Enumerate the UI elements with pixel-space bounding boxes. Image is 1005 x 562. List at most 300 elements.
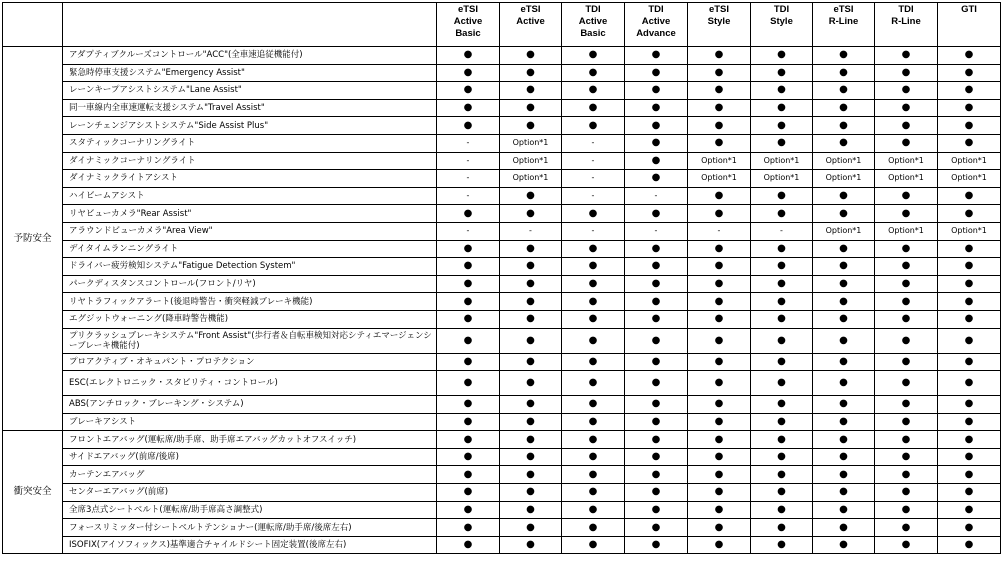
value-cell: ● [688, 413, 751, 431]
feature-cell: リヤトラフィックアラート(後退時警告・衝突軽減ブレーキ機能) [63, 293, 437, 311]
feature-cell: フォースリミッター付シートベルトテンショナー(運転席/助手席/後席左右) [63, 519, 437, 537]
value-cell: ● [813, 519, 875, 537]
value-cell: ● [751, 47, 813, 65]
value-cell: ● [688, 328, 751, 353]
value-cell: ● [813, 466, 875, 484]
value-cell: ● [500, 466, 562, 484]
value-cell: ● [562, 448, 625, 466]
value-cell: ● [813, 134, 875, 152]
value-cell: ● [938, 501, 1001, 519]
value-cell: ● [751, 293, 813, 311]
value-cell: ● [938, 371, 1001, 396]
table-row [3, 47, 1001, 65]
value-cell: - [562, 152, 625, 170]
value-cell: ● [751, 466, 813, 484]
value-cell: ● [625, 519, 688, 537]
value-cell: ● [688, 396, 751, 414]
value-cell: ● [751, 240, 813, 258]
value-cell: ● [562, 371, 625, 396]
value-cell: ● [562, 310, 625, 328]
table-row [3, 258, 1001, 276]
value-cell: ● [437, 240, 500, 258]
table-row [3, 187, 1001, 205]
value-cell: ● [938, 328, 1001, 353]
value-cell: ● [625, 275, 688, 293]
value-cell: ● [562, 466, 625, 484]
value-cell: ● [562, 64, 625, 82]
value-cell: ● [625, 64, 688, 82]
feature-cell: アラウンドビューカメラ"Area View" [63, 222, 437, 240]
table-row [3, 519, 1001, 537]
table-row [3, 170, 1001, 188]
value-cell: ● [751, 448, 813, 466]
value-cell: - [625, 222, 688, 240]
value-cell: ● [562, 501, 625, 519]
table-row [3, 99, 1001, 117]
category-cell: 衝突安全 [3, 431, 63, 554]
value-cell: ● [938, 240, 1001, 258]
value-cell: ● [813, 47, 875, 65]
value-cell: ● [813, 82, 875, 100]
value-cell: - [751, 222, 813, 240]
table-row [3, 134, 1001, 152]
feature-cell: ダイナミックコーナリングライト [63, 152, 437, 170]
value-cell: ● [938, 134, 1001, 152]
header-row [3, 3, 1001, 47]
table-row [3, 240, 1001, 258]
value-cell: ● [500, 448, 562, 466]
value-cell: ● [625, 448, 688, 466]
value-cell: ● [875, 275, 938, 293]
value-cell: ● [625, 152, 688, 170]
value-cell: ● [625, 328, 688, 353]
value-cell: ● [875, 47, 938, 65]
value-cell: ● [813, 187, 875, 205]
value-cell: ● [437, 310, 500, 328]
value-cell: ● [562, 293, 625, 311]
value-cell: ● [938, 448, 1001, 466]
value-cell: ● [688, 134, 751, 152]
value-cell: ● [688, 99, 751, 117]
value-cell: ● [625, 99, 688, 117]
value-cell: ● [688, 371, 751, 396]
value-cell: - [500, 222, 562, 240]
value-cell: ● [875, 519, 938, 537]
value-cell: ● [625, 134, 688, 152]
value-cell: ● [688, 431, 751, 449]
value-cell: Option*1 [751, 170, 813, 188]
value-cell: ● [688, 240, 751, 258]
value-cell: ● [813, 371, 875, 396]
value-cell: ● [437, 413, 500, 431]
feature-cell: 同一車線内全車速運転支援システム"Travel Assist" [63, 99, 437, 117]
value-cell: ● [938, 484, 1001, 502]
value-cell: ● [813, 328, 875, 353]
value-cell: ● [751, 134, 813, 152]
value-cell: ● [813, 501, 875, 519]
value-cell: ● [813, 353, 875, 371]
value-cell: ● [625, 431, 688, 449]
value-cell: ● [875, 448, 938, 466]
value-cell: ● [625, 258, 688, 276]
value-cell: ● [437, 258, 500, 276]
value-cell: ● [875, 536, 938, 554]
value-cell: ● [500, 371, 562, 396]
table-row [3, 82, 1001, 100]
value-cell: ● [875, 240, 938, 258]
value-cell: ● [751, 187, 813, 205]
table-row [3, 484, 1001, 502]
column-header: TDI Active Basic [562, 3, 625, 47]
value-cell: Option*1 [500, 170, 562, 188]
value-cell: Option*1 [688, 170, 751, 188]
value-cell: - [437, 187, 500, 205]
value-cell: ● [751, 484, 813, 502]
value-cell: ● [625, 117, 688, 135]
header-blank-category [3, 3, 63, 47]
value-cell: ● [562, 205, 625, 223]
value-cell: Option*1 [875, 170, 938, 188]
value-cell: ● [813, 484, 875, 502]
value-cell: ● [688, 47, 751, 65]
value-cell: ● [875, 501, 938, 519]
value-cell: ● [500, 293, 562, 311]
value-cell: Option*1 [813, 170, 875, 188]
value-cell: ● [751, 258, 813, 276]
value-cell: Option*1 [938, 222, 1001, 240]
value-cell: ● [875, 328, 938, 353]
value-cell: ● [437, 371, 500, 396]
value-cell: ● [813, 64, 875, 82]
value-cell: ● [875, 134, 938, 152]
feature-cell: レーンチェンジアシストシステム"Side Assist Plus" [63, 117, 437, 135]
feature-cell: ESC(エレクトロニック・スタビリティ・コントロール) [63, 371, 437, 396]
value-cell: ● [625, 240, 688, 258]
value-cell: - [437, 152, 500, 170]
value-cell: ● [625, 293, 688, 311]
value-cell: ● [625, 47, 688, 65]
value-cell: ● [688, 484, 751, 502]
value-cell: ● [500, 519, 562, 537]
value-cell: ● [437, 64, 500, 82]
value-cell: ● [813, 205, 875, 223]
table-row [3, 396, 1001, 414]
value-cell: ● [625, 170, 688, 188]
table-row [3, 293, 1001, 311]
table-row [3, 222, 1001, 240]
value-cell: ● [813, 99, 875, 117]
value-cell: ● [813, 240, 875, 258]
value-cell: ● [938, 310, 1001, 328]
value-cell: ● [625, 536, 688, 554]
value-cell: ● [688, 293, 751, 311]
value-cell: ● [437, 466, 500, 484]
value-cell: ● [562, 353, 625, 371]
feature-cell: プロアクティブ・オキュパント・プロテクション [63, 353, 437, 371]
value-cell: ● [625, 396, 688, 414]
value-cell: ● [875, 258, 938, 276]
value-cell: ● [688, 536, 751, 554]
value-cell: ● [813, 293, 875, 311]
feature-cell: ブレーキアシスト [63, 413, 437, 431]
value-cell: ● [875, 117, 938, 135]
value-cell: ● [938, 293, 1001, 311]
value-cell: ● [938, 413, 1001, 431]
value-cell: ● [875, 82, 938, 100]
value-cell: ● [813, 310, 875, 328]
value-cell: ● [625, 466, 688, 484]
value-cell: ● [938, 519, 1001, 537]
feature-cell: パークディスタンスコントロール(フロント/リヤ) [63, 275, 437, 293]
table-row [3, 371, 1001, 396]
value-cell: ● [500, 99, 562, 117]
value-cell: ● [500, 82, 562, 100]
table-row [3, 152, 1001, 170]
value-cell: ● [938, 47, 1001, 65]
value-cell: ● [688, 187, 751, 205]
column-header: eTSI Active [500, 3, 562, 47]
value-cell: ● [751, 413, 813, 431]
value-cell: ● [751, 117, 813, 135]
value-cell: - [625, 187, 688, 205]
value-cell: Option*1 [751, 152, 813, 170]
value-cell: ● [562, 328, 625, 353]
value-cell: ● [562, 519, 625, 537]
value-cell: ● [562, 99, 625, 117]
value-cell: ● [437, 293, 500, 311]
value-cell: ● [437, 448, 500, 466]
value-cell: ● [500, 484, 562, 502]
value-cell: ● [500, 275, 562, 293]
value-cell: ● [500, 240, 562, 258]
value-cell: ● [751, 82, 813, 100]
table-row [3, 328, 1001, 353]
value-cell: ● [625, 501, 688, 519]
table-row [3, 64, 1001, 82]
value-cell: ● [437, 275, 500, 293]
feature-cell: ダイナミックライトアシスト [63, 170, 437, 188]
column-header: eTSI R-Line [813, 3, 875, 47]
value-cell: ● [938, 258, 1001, 276]
table-row [3, 205, 1001, 223]
value-cell: ● [751, 275, 813, 293]
column-header: eTSI Active Basic [437, 3, 500, 47]
value-cell: ● [437, 536, 500, 554]
value-cell: ● [751, 99, 813, 117]
value-cell: ● [751, 501, 813, 519]
value-cell: ● [688, 501, 751, 519]
feature-cell: ABS(アンチロック・ブレーキング・システム) [63, 396, 437, 414]
value-cell: ● [625, 205, 688, 223]
column-header: TDI R-Line [875, 3, 938, 47]
value-cell: Option*1 [813, 222, 875, 240]
feature-cell: カーテンエアバッグ [63, 466, 437, 484]
value-cell: ● [688, 353, 751, 371]
value-cell: Option*1 [938, 170, 1001, 188]
value-cell: ● [562, 431, 625, 449]
value-cell: Option*1 [500, 134, 562, 152]
value-cell: ● [751, 310, 813, 328]
value-cell: Option*1 [500, 152, 562, 170]
value-cell: ● [688, 82, 751, 100]
value-cell: ● [688, 275, 751, 293]
value-cell: ● [938, 536, 1001, 554]
value-cell: ● [751, 396, 813, 414]
value-cell: - [437, 170, 500, 188]
value-cell: - [562, 222, 625, 240]
value-cell: ● [437, 353, 500, 371]
value-cell: ● [751, 371, 813, 396]
value-cell: ● [938, 82, 1001, 100]
value-cell: ● [500, 413, 562, 431]
feature-cell: デイタイムランニングライト [63, 240, 437, 258]
feature-cell: レーンキープアシストシステム"Lane Assist" [63, 82, 437, 100]
feature-cell: ドライバー疲労検知システム"Fatigue Detection System" [63, 258, 437, 276]
value-cell: ● [813, 448, 875, 466]
value-cell: ● [813, 396, 875, 414]
value-cell: ● [562, 117, 625, 135]
value-cell: ● [562, 47, 625, 65]
table-body [3, 47, 1001, 554]
value-cell: ● [875, 413, 938, 431]
value-cell: ● [875, 64, 938, 82]
value-cell: ● [562, 484, 625, 502]
value-cell: ● [625, 82, 688, 100]
table-row [3, 536, 1001, 554]
value-cell: ● [875, 484, 938, 502]
value-cell: ● [751, 431, 813, 449]
feature-cell: エグジットウォーニング(降車時警告機能) [63, 310, 437, 328]
value-cell: ● [437, 396, 500, 414]
value-cell: ● [500, 64, 562, 82]
table-row [3, 466, 1001, 484]
value-cell: ● [938, 99, 1001, 117]
value-cell: ● [875, 431, 938, 449]
value-cell: ● [938, 431, 1001, 449]
value-cell: ● [938, 205, 1001, 223]
value-cell: Option*1 [688, 152, 751, 170]
table-row [3, 310, 1001, 328]
feature-cell: サイドエアバッグ(前席/後席) [63, 448, 437, 466]
value-cell: ● [500, 396, 562, 414]
value-cell: ● [938, 187, 1001, 205]
value-cell: ● [562, 82, 625, 100]
value-cell: - [437, 134, 500, 152]
value-cell: ● [562, 275, 625, 293]
value-cell: ● [500, 258, 562, 276]
value-cell: ● [813, 275, 875, 293]
table-row [3, 353, 1001, 371]
feature-cell: フロントエアバッグ(運転席/助手席、助手席エアバッグカットオフスイッチ) [63, 431, 437, 449]
feature-cell: ハイビームアシスト [63, 187, 437, 205]
value-cell: ● [688, 258, 751, 276]
value-cell: ● [625, 310, 688, 328]
value-cell: ● [437, 117, 500, 135]
value-cell: ● [500, 536, 562, 554]
value-cell: ● [562, 536, 625, 554]
value-cell: ● [500, 328, 562, 353]
feature-cell: スタティックコーナリングライト [63, 134, 437, 152]
feature-cell: 緊急時停車支援システム"Emergency Assist" [63, 64, 437, 82]
value-cell: ● [813, 431, 875, 449]
value-cell: ● [437, 205, 500, 223]
value-cell: ● [562, 396, 625, 414]
value-cell: - [437, 222, 500, 240]
value-cell: ● [875, 293, 938, 311]
value-cell: ● [688, 310, 751, 328]
value-cell: ● [938, 64, 1001, 82]
column-header: eTSI Style [688, 3, 751, 47]
value-cell: ● [875, 396, 938, 414]
value-cell: ● [938, 396, 1001, 414]
value-cell: ● [938, 353, 1001, 371]
value-cell: ● [625, 353, 688, 371]
value-cell: ● [875, 466, 938, 484]
value-cell: ● [500, 205, 562, 223]
value-cell: - [562, 170, 625, 188]
value-cell: ● [688, 448, 751, 466]
value-cell: ● [437, 431, 500, 449]
value-cell: Option*1 [813, 152, 875, 170]
value-cell: ● [751, 536, 813, 554]
feature-cell: アダプティブクルーズコントロール"ACC"(全車速追従機能付) [63, 47, 437, 65]
value-cell: ● [625, 413, 688, 431]
table-row [3, 501, 1001, 519]
table-row [3, 413, 1001, 431]
feature-cell: リヤビューカメラ"Rear Assist" [63, 205, 437, 223]
value-cell: ● [500, 117, 562, 135]
value-cell: ● [688, 64, 751, 82]
value-cell: ● [437, 484, 500, 502]
table-row [3, 275, 1001, 293]
value-cell: ● [625, 484, 688, 502]
value-cell: ● [813, 536, 875, 554]
value-cell: ● [875, 371, 938, 396]
value-cell: ● [562, 413, 625, 431]
feature-cell: 全席3点式シートベルト(運転席/助手席高さ調整式) [63, 501, 437, 519]
value-cell: ● [813, 117, 875, 135]
table-row [3, 448, 1001, 466]
value-cell: ● [813, 258, 875, 276]
value-cell: ● [688, 519, 751, 537]
value-cell: ● [751, 64, 813, 82]
value-cell: ● [500, 187, 562, 205]
value-cell: ● [500, 431, 562, 449]
value-cell: ● [437, 501, 500, 519]
value-cell: Option*1 [875, 222, 938, 240]
value-cell: ● [437, 328, 500, 353]
feature-cell: ISOFIX(アイソフィックス)基準適合チャイルドシート固定装置(後席左右) [63, 536, 437, 554]
value-cell: ● [751, 328, 813, 353]
value-cell: Option*1 [875, 152, 938, 170]
value-cell: ● [688, 205, 751, 223]
value-cell: ● [437, 99, 500, 117]
value-cell: ● [938, 275, 1001, 293]
column-header: TDI Style [751, 3, 813, 47]
value-cell: ● [500, 353, 562, 371]
column-header: GTI [938, 3, 1001, 47]
value-cell: ● [751, 353, 813, 371]
table-row [3, 431, 1001, 449]
value-cell: ● [437, 47, 500, 65]
value-cell: ● [500, 310, 562, 328]
value-cell: ● [688, 117, 751, 135]
value-cell: ● [688, 466, 751, 484]
value-cell: ● [751, 205, 813, 223]
value-cell: ● [813, 413, 875, 431]
table-row [3, 117, 1001, 135]
value-cell: ● [875, 353, 938, 371]
